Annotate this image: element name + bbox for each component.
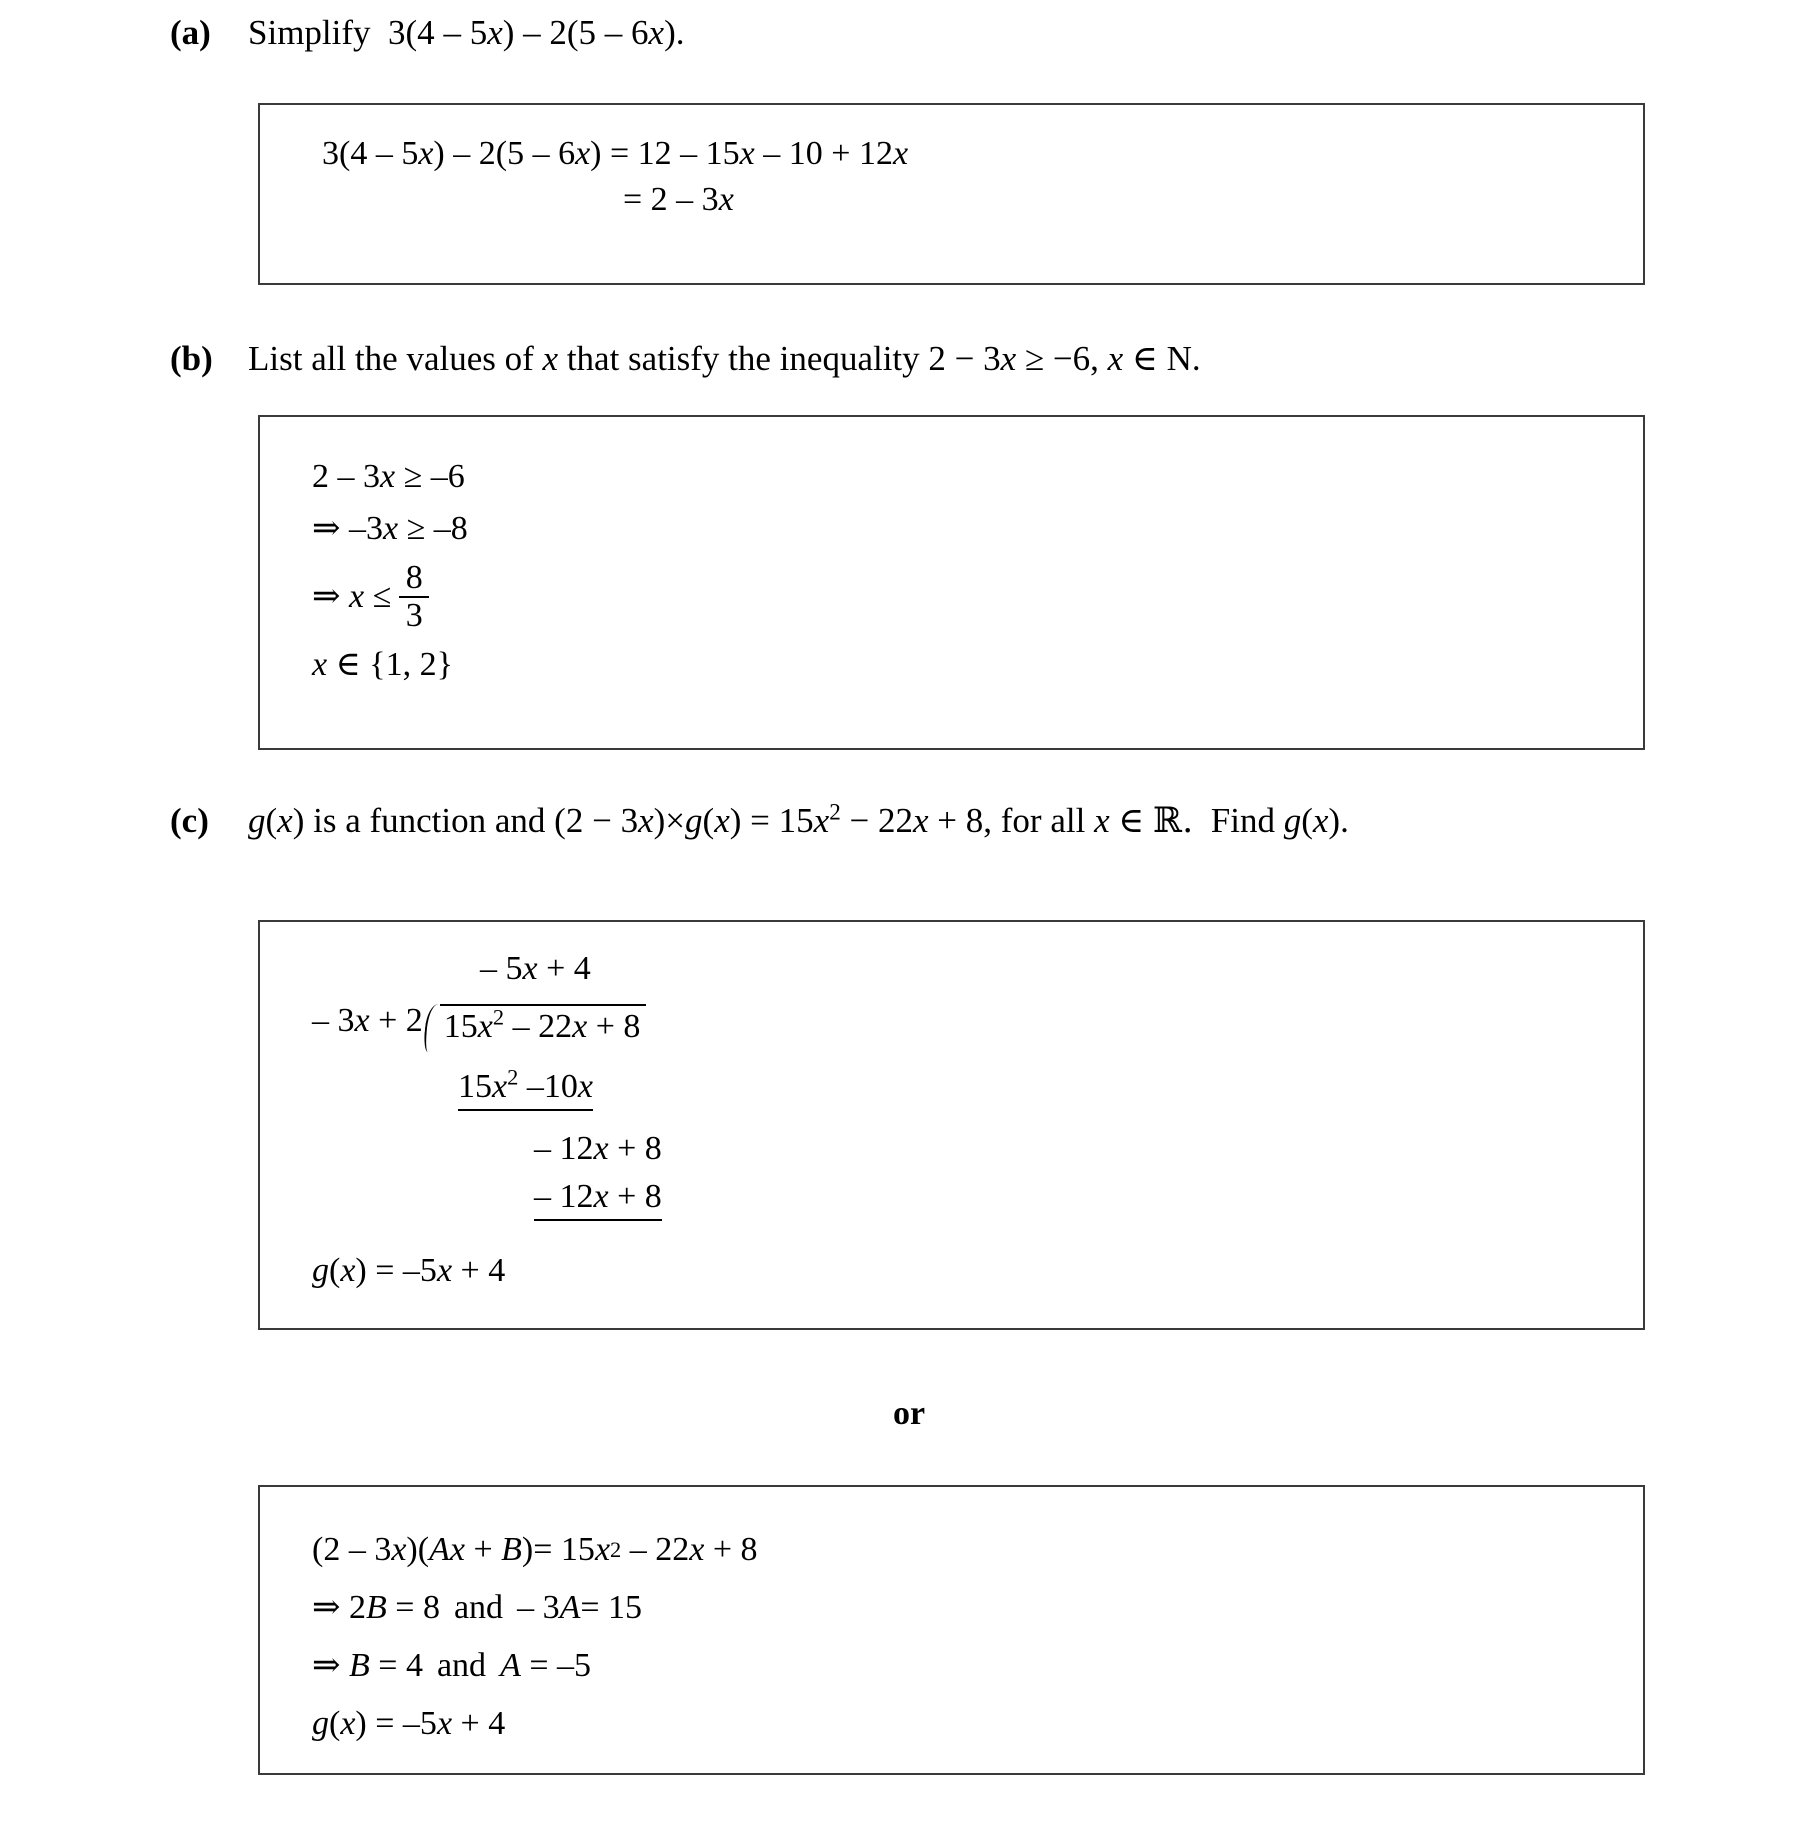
fraction-numerator: 8: [405, 559, 423, 596]
long-division-step-3: [534, 1180, 662, 1221]
question-b-label: (b): [170, 339, 213, 378]
long-division-dividend: $15x^2 - 22x + 8$: [440, 1004, 647, 1044]
step-3-underlined: – 12x + 8: [534, 1180, 662, 1221]
answer-a-line-2: = 2 – 3x: [623, 181, 734, 218]
fraction-eight-thirds: [399, 561, 429, 633]
long-division-quotient: – 5x + 4: [480, 950, 591, 987]
answer-c-alt-line-4: g ( x ) = –5 x + 4: [312, 1705, 506, 1742]
answer-b-lines: [312, 451, 468, 691]
answer-c-alt-line-1: (2 – 3 x )( A x + B ) = 15 x 2 – 22 x + 8: [312, 1531, 758, 1568]
answer-box-b: [258, 415, 1645, 750]
question-a-text: Simplify 3(4 – 5x) – 2(5 – 6x).: [248, 13, 685, 52]
answer-b-line-3: ⇒ x ≤ $\frac{8}{3}$: [312, 555, 468, 639]
answer-b-line-1: 2 – 3 x ≥ –6: [312, 458, 465, 495]
fraction-denominator: 3: [405, 597, 423, 634]
long-division-step-1: [458, 1064, 593, 1111]
answer-c-alt-lines: [312, 1521, 758, 1753]
answer-b-line-4: x ∈ {1, 2}: [312, 646, 453, 683]
real-numbers-symbol: ℝ.: [1153, 801, 1194, 841]
answer-box-a: [258, 103, 1645, 285]
question-a: [170, 12, 685, 54]
answer-box-c-long-division: [258, 920, 1645, 1330]
division-bracket-curve: [422, 1004, 445, 1052]
answer-c-alt-line-3: ⇒ B = 4 and A = –5: [312, 1647, 592, 1684]
long-division-bracket-row: [312, 1004, 646, 1052]
question-b-text: List all the values of x that satisfy the inequality 2 − 3x ≥ −6, x ∈ N.: [248, 339, 1201, 378]
answer-c-result: g(x) = –5x + 4: [312, 1252, 506, 1289]
answer-b-line-2: ⇒ –3 x ≥ –8: [312, 510, 468, 547]
answer-box-c-alternative: [258, 1485, 1645, 1775]
question-c-label: (c): [170, 801, 209, 840]
or-separator: or: [892, 1395, 926, 1432]
question-b: [170, 338, 1201, 380]
answer-a-line-1: 3(4 – 5x) – 2(5 – 6x) = 12 – 15x – 10 + 12x: [322, 135, 909, 172]
question-a-label: (a): [170, 13, 211, 52]
question-c-text: g(x) is a function and $(2 - 3x)\times g(x) = 15x^2 - 22x + 8$, for all x ∈ ℝ. Find g(x).: [248, 798, 1349, 841]
question-c: [170, 800, 1349, 842]
long-division-bracket-icon: [425, 1004, 647, 1052]
long-division-step-2: – 12x + 8: [534, 1130, 662, 1167]
long-division-divisor: – 3x + 2: [312, 1002, 423, 1039]
step-1-underlined: $15x^2$ –10x: [458, 1070, 593, 1111]
answer-c-alt-line-2: ⇒ 2 B = 8 and – 3 A = 15: [312, 1589, 643, 1626]
